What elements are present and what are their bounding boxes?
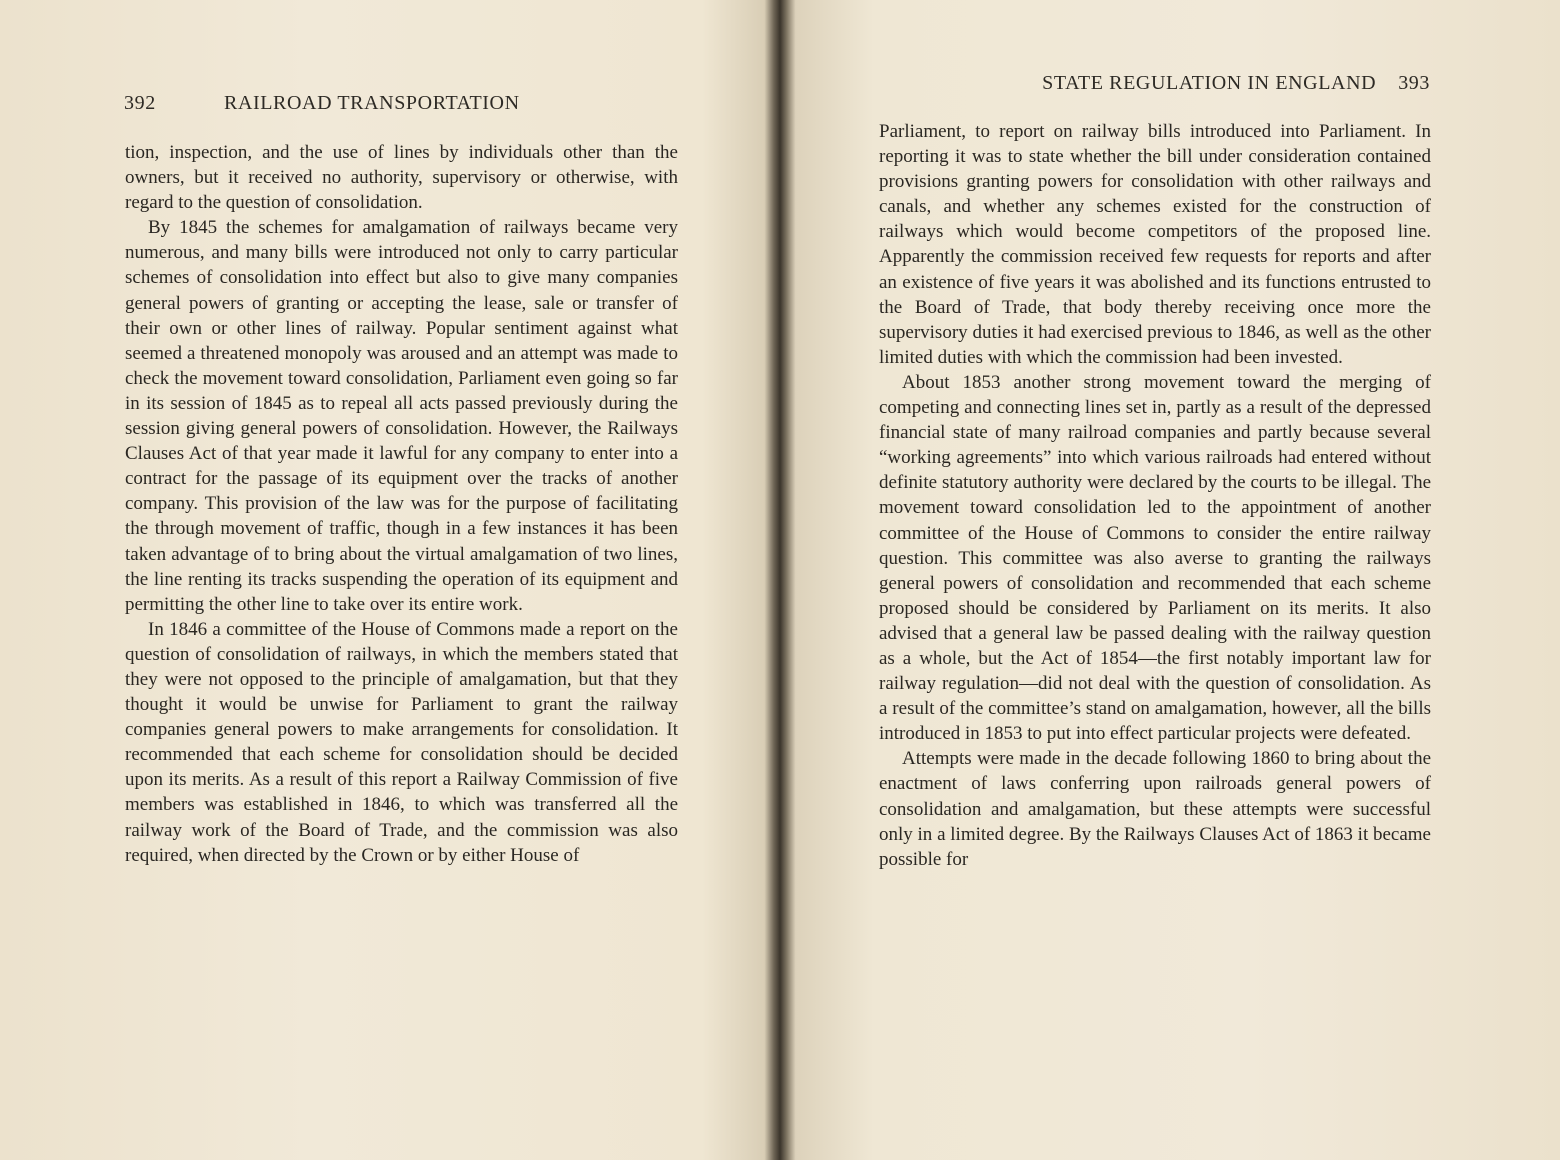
left-paragraph-1: tion, inspection, and the use of lines by individuals other than the owners, but it received no authority, supervisory or otherwise, with regard to the question of consolidation. xyxy=(125,142,678,214)
left-page xyxy=(0,0,770,1160)
left-paragraph-2: By 1845 the schemes for amalgamation of railways became very numerous, and many bills were introduced not only to carry particular schemes of consolidation into effect but also to give many companies general powers of granting or accepting the lease, sale or transfer of their own or other lines of railway. Popular sentiment against what seemed a threatened monopoly was aroused and an attempt was made to check the movement toward consolidation, Parliament even going so far in its session of 1845 as to repeal all acts passed previously during the session giving general powers of consolidation. However, the Railways Clauses Act of that year made it lawful for any company to enter into a contract for the passage of its equipment over the tracks of another company. This provision of the law was for the purpose of facilitating the through movement of traffic, though in a few instances it has been taken advantage of to bring about the virtual amalgamation of two lines, the line renting its tracks suspending the operation of its equipment and permitting the other line to take over its entire work. xyxy=(125,217,678,615)
left-body-text xyxy=(125,140,678,868)
right-paragraph-2: About 1853 another strong movement toward the merging of competing and connecting lines set in, partly as a result of the depressed financial state of many railroad companies and partly because several “working agreements” into which various railroads had entered without definite statutory authority were declared by the courts to be illegal. The movement toward consolidation led to the appointment of another committee of the House of Commons to consider the entire railway question. This committee was also averse to granting the railways general powers of consolidation and recommended that each scheme proposed should be considered by Parliament on its merits. It also advised that a general law be passed dealing with the railway question as a whole, but the Act of 1854—the first notably important law for railway regulation—did not deal with the question of consolidation. As a result of the committee’s stand on amalgamation, however, all the bills introduced in 1853 to put into effect particular projects were defeated. xyxy=(879,371,1431,745)
right-page-number: 393 xyxy=(1398,72,1430,94)
right-running-head xyxy=(880,72,1430,95)
left-paragraph-3: In 1846 a committee of the House of Commons made a report on the question of consolidation of railways, in which the members stated that they were not opposed to the principle of amalgamation, but that they thought it would be unwise for Parliament to grant the railway companies general powers to make arrangements for consolidation. It recommended that each scheme for consolidation should be decided upon its merits. As a result of this report a Railway Commission of five members was established in 1846, to which was transferred all the railway work of the Board of Trade, and the commission was also required, when directed by the Crown or by either House of xyxy=(125,618,678,866)
right-page xyxy=(790,0,1560,1160)
right-body-text xyxy=(879,119,1431,872)
left-running-title: RAILROAD TRANSPORTATION xyxy=(224,92,520,114)
right-paragraph-1: Parliament, to report on railway bills introduced into Parliament. In reporting it was to state whether the bill under consideration contained provisions granting powers for consolidation with other railways and canals, and whether any schemes existed for the construction of railways which would become competitors of the proposed line. Apparently the commission received few requests for reports and after an existence of five years it was abolished and its functions entrusted to the Board of Trade, that body thereby receiving once more the supervisory duties it had exercised previous to 1846, as well as the other limited duties with which the commission had been invested. xyxy=(879,121,1431,368)
right-paragraph-3: Attempts were made in the decade following 1860 to bring about the enactment of laws conferring upon railroads general powers of consolidation and amalgamation, but these attempts were successful only in a limited degree. By the Railways Clauses Act of 1863 it became possible for xyxy=(879,748,1431,870)
left-running-head xyxy=(124,92,680,115)
left-page-number: 392 xyxy=(124,92,156,114)
right-running-title: STATE REGULATION IN ENGLAND xyxy=(1042,72,1377,94)
